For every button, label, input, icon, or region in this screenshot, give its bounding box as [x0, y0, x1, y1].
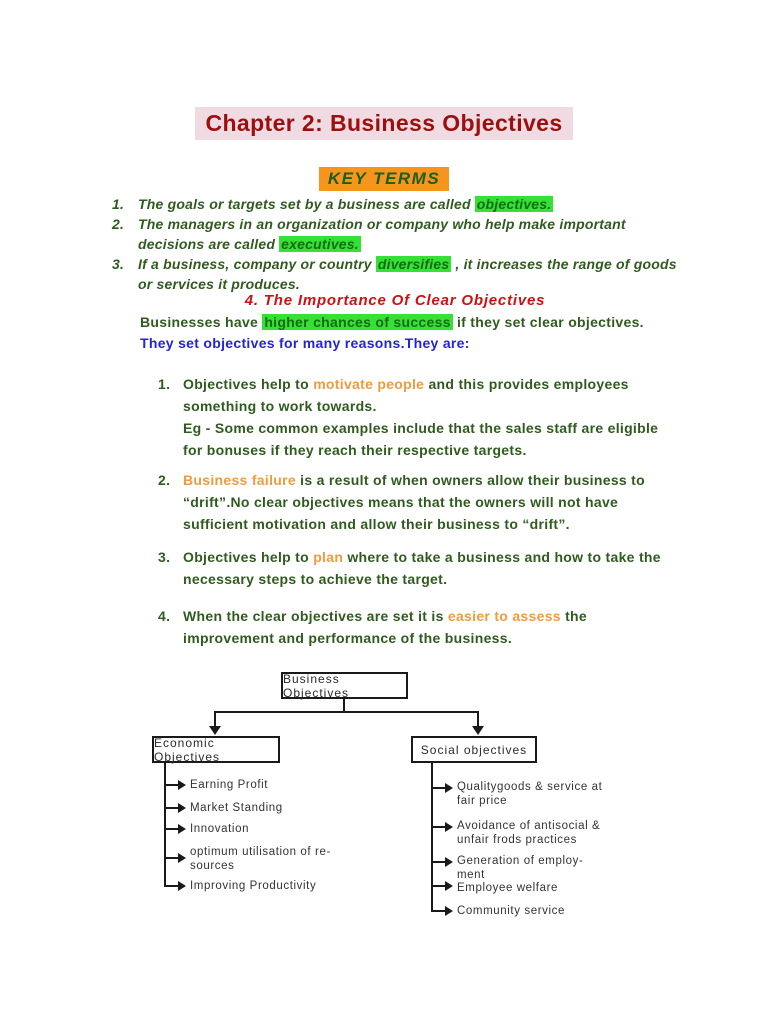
social-item-line: Avoidance of antisocial &	[457, 820, 601, 832]
economic-item	[190, 778, 350, 792]
connector-line	[431, 910, 445, 912]
economic-item-line: Innovation	[190, 823, 250, 835]
key-term-pre: If a business, company or country	[138, 256, 376, 272]
reason-body	[183, 546, 663, 590]
reason-item-2	[158, 469, 663, 535]
reason-item-1	[158, 373, 663, 461]
economic-item	[190, 879, 360, 893]
reason-body	[183, 469, 663, 535]
connector-line	[164, 828, 178, 830]
intro-highlight: higher chances of success	[264, 314, 451, 330]
key-term-number: 3.	[112, 256, 125, 272]
section-heading: 4. The Importance Of Clear Objectives	[244, 292, 546, 309]
reason-text: the improvement and performance of the business.	[183, 608, 587, 646]
economic-item-line: Market Standing	[190, 802, 283, 814]
social-item-line: Qualitygoods & service at	[457, 781, 603, 793]
economic-item	[190, 801, 350, 815]
intro-post: if they set clear objectives.	[452, 314, 644, 330]
connector-line	[431, 885, 445, 887]
reason-item-4	[158, 605, 663, 649]
social-item-line: fair price	[457, 795, 508, 807]
chapter-title-row	[0, 107, 768, 140]
economic-objectives-label: Economic Objectives	[154, 735, 221, 764]
social-objectives-box	[411, 736, 537, 763]
key-term-highlight: executives.	[281, 236, 359, 252]
key-terms-heading: KEY TERMS	[319, 167, 449, 191]
key-term-item	[112, 254, 678, 294]
arrow-right-icon	[445, 783, 453, 793]
economic-item-line: Earning Profit	[190, 779, 269, 791]
social-item	[457, 854, 637, 882]
key-term-highlight: objectives.	[476, 196, 552, 212]
reason-number: 4.	[158, 608, 171, 624]
key-terms-list	[112, 194, 678, 294]
connector-line	[477, 711, 479, 727]
intro-line-1	[140, 314, 680, 330]
reason-body	[183, 605, 663, 649]
chapter-title: Chapter 2: Business Objectives	[195, 107, 572, 140]
reason-text: is a result of when owners allow their business to “drift”.No clear objectives means that the owners will not have sufficient motivation and allow their business to “drift”.	[183, 472, 645, 532]
intro-line-2: They set objectives for many reasons.They are:	[140, 335, 470, 351]
social-item-line: Employee welfare	[457, 882, 559, 894]
arrow-right-icon	[178, 881, 186, 891]
economic-item	[190, 822, 350, 836]
social-item	[457, 881, 637, 895]
key-term-item	[112, 214, 678, 254]
key-term-pre: The goals or targets set by a business are called	[138, 196, 475, 212]
key-term-item	[112, 194, 678, 214]
reason-text: and this provides employees something to work towards.	[183, 376, 629, 414]
economic-item-line: Improving Productivity	[190, 880, 317, 892]
arrow-right-icon	[445, 822, 453, 832]
key-term-text	[138, 214, 678, 254]
arrow-down-icon	[209, 726, 221, 735]
key-term-highlight: diversifies	[377, 256, 450, 272]
key-term-text	[138, 254, 678, 294]
diagram-root-box	[281, 672, 408, 699]
key-term-number: 1.	[112, 196, 125, 212]
connector-line	[431, 763, 433, 912]
social-objectives-label: Social objectives	[420, 742, 528, 757]
social-item	[457, 780, 632, 808]
reason-body	[183, 373, 663, 461]
reason-accent-text: Business failure	[183, 472, 296, 488]
connector-line	[431, 826, 445, 828]
connector-line	[164, 857, 178, 859]
reason-number: 2.	[158, 472, 171, 488]
diagram-root-label: Business Objectives	[283, 671, 350, 700]
connector-line	[431, 861, 445, 863]
economic-item	[190, 845, 360, 873]
intro-pre: Businesses have	[140, 314, 263, 330]
connector-line	[215, 711, 479, 713]
social-item-line: Community service	[457, 905, 565, 917]
reason-example: Eg - Some common examples include that the sales staff are eligible for bonuses if they reach their respective targets.	[183, 420, 659, 458]
key-term-pre: The managers in an organization or company who help make important decisions are called	[138, 216, 626, 252]
reason-text: Objectives help to	[183, 549, 314, 565]
connector-line	[164, 763, 166, 887]
economic-item-line: optimum utilisation of re-	[190, 846, 331, 858]
arrow-right-icon	[178, 853, 186, 863]
economic-item-line: sources	[190, 860, 235, 872]
arrow-down-icon	[472, 726, 484, 735]
social-item-line: Generation of employ-	[457, 855, 584, 867]
social-item-line: ment	[457, 869, 485, 881]
key-term-post: , it increases the range of goods or services it produces.	[138, 256, 677, 292]
reason-accent-text: plan	[313, 549, 344, 565]
reason-item-3	[158, 546, 663, 590]
connector-line	[164, 807, 178, 809]
reason-accent-text: easier to assess	[447, 608, 561, 624]
reason-accent-text: motivate people	[313, 376, 425, 392]
reason-text: When the clear objectives are set it is	[183, 608, 448, 624]
social-item	[457, 819, 637, 847]
arrow-right-icon	[445, 857, 453, 867]
reason-number: 1.	[158, 376, 171, 392]
connector-line	[164, 885, 178, 887]
arrow-right-icon	[178, 824, 186, 834]
arrow-right-icon	[178, 803, 186, 813]
reason-number: 3.	[158, 549, 171, 565]
social-item-line: unfair frods practices	[457, 834, 577, 846]
key-term-number: 2.	[112, 216, 125, 232]
connector-line	[431, 787, 445, 789]
arrow-right-icon	[178, 780, 186, 790]
connector-line	[164, 784, 178, 786]
economic-objectives-box	[152, 736, 280, 763]
social-item	[457, 904, 637, 918]
key-term-text	[138, 194, 678, 214]
arrow-right-icon	[445, 881, 453, 891]
key-terms-heading-row	[0, 167, 768, 191]
reason-text: where to take a business and how to take the necessary steps to achieve the target.	[183, 549, 661, 587]
arrow-right-icon	[445, 906, 453, 916]
connector-line	[214, 711, 216, 727]
reason-text: Objectives help to	[183, 376, 314, 392]
